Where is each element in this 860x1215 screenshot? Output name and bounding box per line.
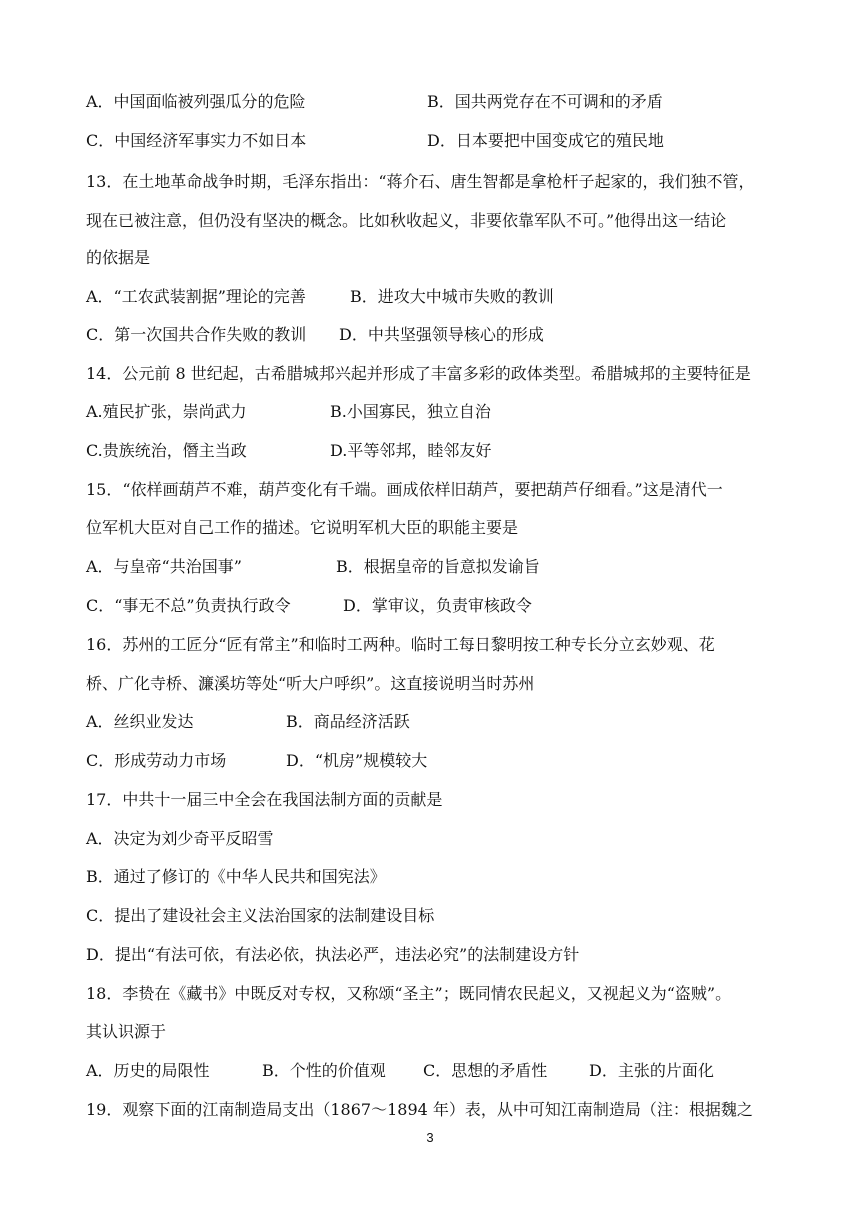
text-line: 18．李贽在《藏书》中既反对专权，又称颂“圣主”；既同情农民起义，又视起义为“盗贼”。 <box>86 984 732 1003</box>
option-text: D．“机房”规模较大 <box>286 751 428 770</box>
text-line: C．“事无不总”负责执行政令 <box>86 596 291 615</box>
option-text: B.小国寡民，独立自治 <box>330 402 491 421</box>
option-text: D．主张的片面化 <box>589 1061 714 1080</box>
text-line: C．中国经济军事实力不如日本 <box>86 131 307 150</box>
text-line: A．历史的局限性 <box>86 1061 210 1080</box>
text-line: 的依据是 <box>86 248 151 267</box>
option-text: D．日本要把中国变成它的殖民地 <box>427 131 664 150</box>
option-text: D．掌审议，负责审核政令 <box>343 596 532 615</box>
text-line: 桥、广化寺桥、濂溪坊等处“听大户呼织”。这直接说明当时苏州 <box>86 674 535 693</box>
option-text: B．进攻大中城市失败的教训 <box>350 287 554 306</box>
text-line: D．提出“有法可依，有法必依，执法必严，违法必究”的法制建设方针 <box>86 945 580 964</box>
option-text: B．个性的价值观 <box>262 1061 386 1080</box>
text-line: 15．“依样画葫芦不难，葫芦变化有千端。画成依样旧葫芦，要把葫芦仔细看。”这是清代一 <box>86 480 723 499</box>
text-line: A．中国面临被列强瓜分的危险 <box>86 92 306 111</box>
text-line: 位军机大臣对自己工作的描述。它说明军机大臣的职能主要是 <box>86 518 519 537</box>
option-text: B．商品经济活跃 <box>286 712 410 731</box>
text-line: A．决定为刘少奇平反昭雪 <box>86 829 274 848</box>
text-line: 14．公元前 8 世纪起，古希腊城邦兴起并形成了丰富多彩的政体类型。希腊城邦的主要特征是 <box>86 364 751 383</box>
text-line: C．第一次国共合作失败的教训 <box>86 325 307 344</box>
text-line: C.贵族统治，僭主当政 <box>86 441 247 460</box>
option-text: B．国共两党存在不可调和的矛盾 <box>427 92 663 111</box>
text-line: 16．苏州的工匠分“匠有常主”和临时工两种。临时工每日黎明按工种专长分立玄妙观、花 <box>86 635 715 654</box>
text-line: A．丝织业发达 <box>86 712 194 731</box>
text-line: 现在已被注意，但仍没有坚决的概念。比如秋收起义，非要依靠军队不可。”他得出这一结论 <box>86 211 727 230</box>
text-line: B．通过了修订的《中华人民共和国宪法》 <box>86 867 386 886</box>
option-text: D．中共坚强领导核心的形成 <box>339 325 544 344</box>
text-line: C．提出了建设社会主义法治国家的法制建设目标 <box>86 906 435 925</box>
text-line: 17．中共十一届三中全会在我国法制方面的贡献是 <box>86 790 443 809</box>
page-number: 3 <box>426 1130 434 1145</box>
option-text: D.平等邻邦，睦邻友好 <box>330 441 492 460</box>
text-line: A.殖民扩张，崇尚武力 <box>86 402 247 421</box>
text-line: 13．在土地革命战争时期，毛泽东指出：“蒋介石、唐生智都是拿枪杆子起家的，我们独不管， <box>86 172 755 191</box>
option-text: C．思想的矛盾性 <box>423 1061 548 1080</box>
text-line: A．“工农武装割据”理论的完善 <box>86 287 306 306</box>
text-line: 19．观察下面的江南制造局支出（1867～1894 年）表，从中可知江南制造局（注：根据魏之 <box>86 1100 753 1119</box>
text-line: A．与皇帝“共治国事” <box>86 557 242 576</box>
option-text: B．根据皇帝的旨意拟发谕旨 <box>336 557 540 576</box>
text-line: 其认识源于 <box>86 1022 167 1041</box>
text-line: C．形成劳动力市场 <box>86 751 227 770</box>
